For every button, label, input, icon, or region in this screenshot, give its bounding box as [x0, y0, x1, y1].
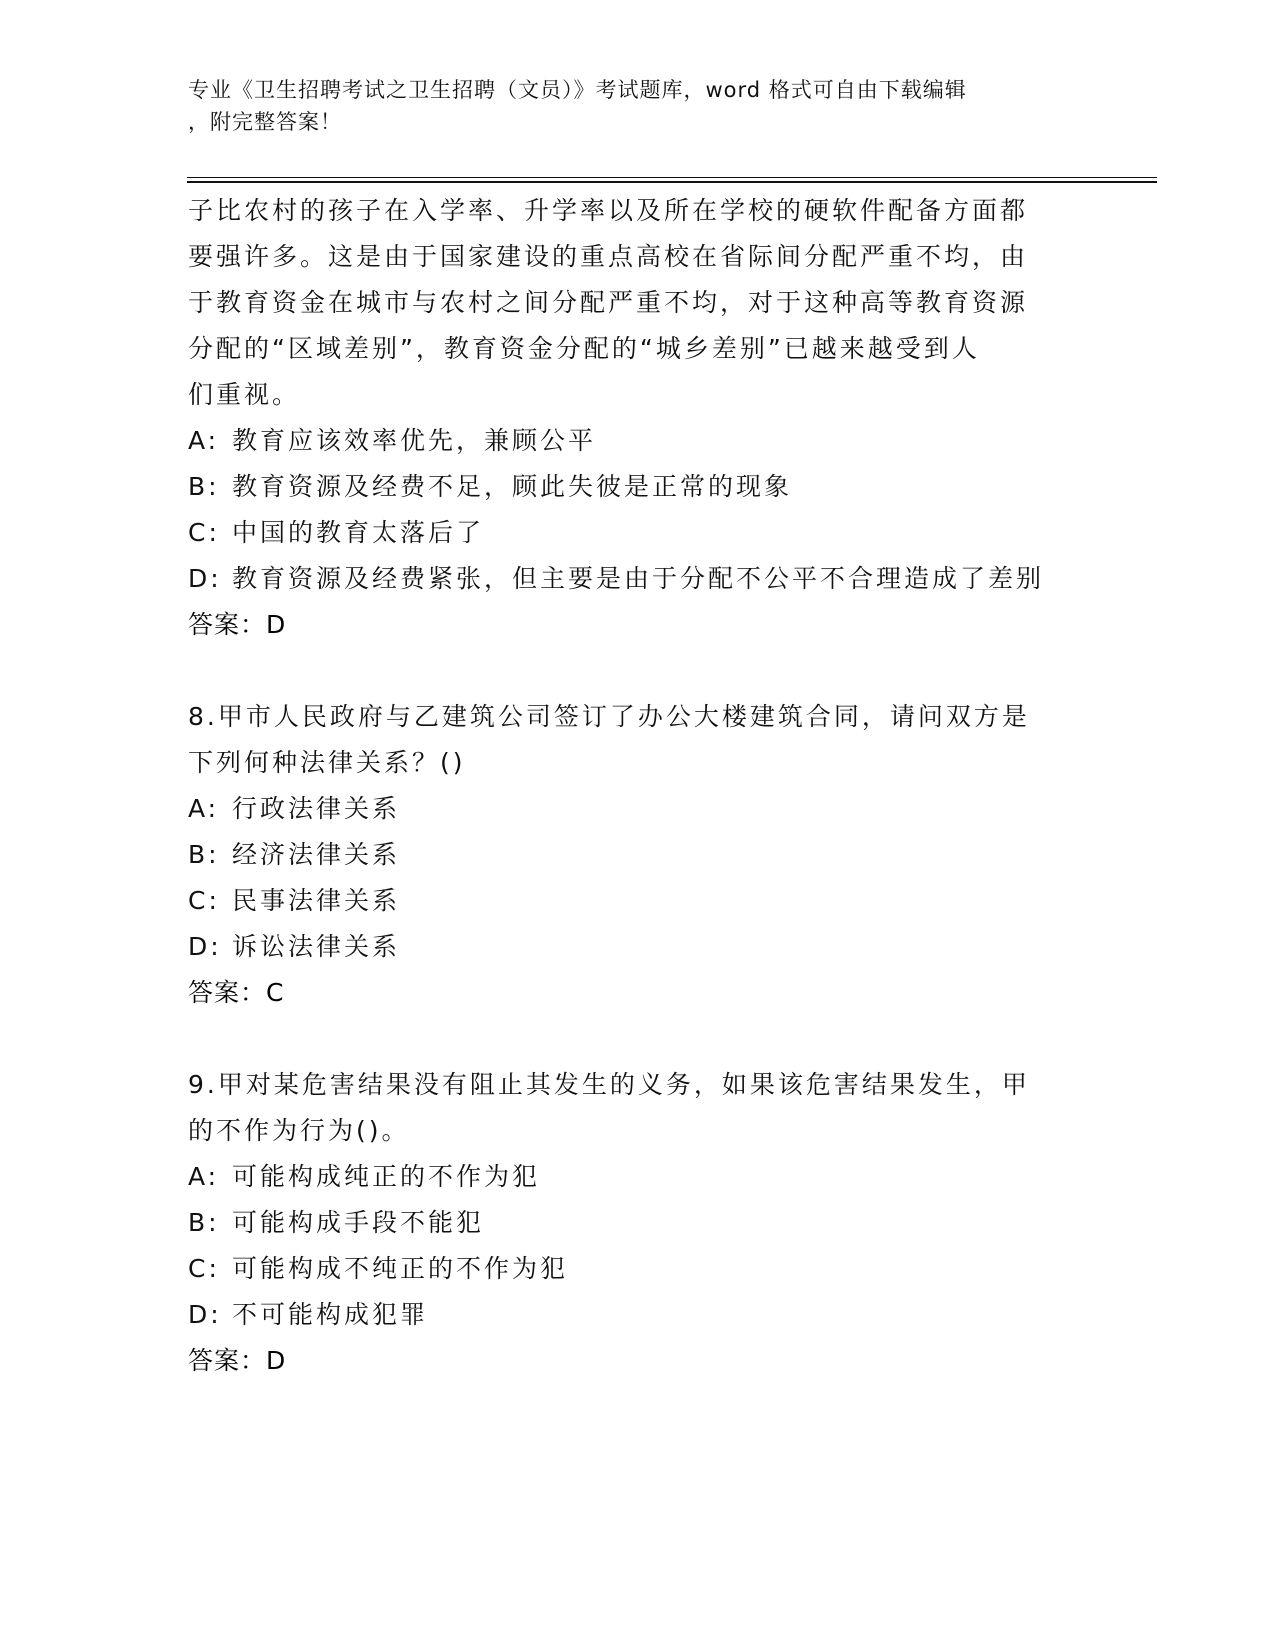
answer-label: 答案：D — [188, 1346, 287, 1375]
option-text: 诉讼法律关系 — [232, 932, 401, 961]
option-key: B: — [188, 1208, 220, 1237]
option-text: 可能构成纯正的不作为犯 — [232, 1162, 541, 1191]
option-key: A: — [188, 426, 220, 455]
option-text: 教育资源及经费不足，顾此失彼是正常的现象 — [232, 472, 793, 501]
option-text: 可能构成不纯正的不作为犯 — [232, 1254, 569, 1283]
option-a — [188, 418, 1088, 464]
question-stem-line: 分配的“区域差别”，教育资金分配的“城乡差别”已越来越受到人 — [188, 334, 980, 363]
question-stem-line: 要强许多。这是由于国家建设的重点高校在省际间分配严重不均，由 — [188, 242, 1029, 271]
option-text: 民事法律关系 — [232, 886, 401, 915]
option-text: 教育应该效率优先，兼顾公平 — [232, 426, 597, 455]
option-key: C: — [188, 1254, 220, 1283]
question-spacer — [188, 648, 1088, 694]
question-stem-line: 9.甲对某危害结果没有阻止其发生的义务，如果该危害结果发生，甲 — [188, 1070, 1030, 1099]
question-stem-line: 们重视。 — [188, 380, 301, 409]
question-stem-line: 下列何种法律关系？() — [188, 748, 466, 777]
question-stem-line: 8.甲市人民政府与乙建筑公司签订了办公大楼建筑合同，请问双方是 — [188, 702, 1030, 731]
option-c — [188, 878, 1088, 924]
option-key: B: — [188, 840, 220, 869]
header-rule-thick — [187, 181, 1157, 183]
question-spacer — [188, 1016, 1088, 1062]
question-stem-line: 的不作为行为()。 — [188, 1116, 410, 1145]
option-key: D: — [188, 1300, 222, 1329]
question-9 — [188, 1062, 1088, 1384]
question-8 — [188, 694, 1088, 1016]
option-text: 不可能构成犯罪 — [232, 1300, 429, 1329]
option-a — [188, 786, 1088, 832]
option-key: D: — [188, 564, 222, 593]
question-7 — [188, 188, 1088, 648]
option-key: D: — [188, 932, 222, 961]
question-stem-line: 于教育资金在城市与农村之间分配严重不均，对于这种高等教育资源 — [188, 288, 1029, 317]
header-line-1: 专业《卫生招聘考试之卫生招聘（文员）》考试题库，word 格式可自由下载编辑 — [188, 78, 967, 102]
option-text: 可能构成手段不能犯 — [232, 1208, 485, 1237]
answer-label: 答案：D — [188, 610, 287, 639]
option-key: C: — [188, 518, 220, 547]
question-stem-line: 子比农村的孩子在入学率、升学率以及所在学校的硬软件配备方面都 — [188, 196, 1029, 225]
option-text: 教育资源及经费紧张，但主要是由于分配不公平不合理造成了差别 — [232, 564, 1045, 593]
question-content — [188, 188, 1088, 1384]
option-text: 行政法律关系 — [232, 794, 401, 823]
option-text: 经济法律关系 — [232, 840, 401, 869]
answer-label: 答案：C — [188, 978, 285, 1007]
option-c — [188, 1246, 1088, 1292]
option-b — [188, 832, 1088, 878]
option-d — [188, 556, 1088, 602]
header-line-2: ，附完整答案！ — [188, 110, 342, 134]
option-key: C: — [188, 886, 220, 915]
option-text: 中国的教育太落后了 — [232, 518, 485, 547]
option-d — [188, 1292, 1088, 1338]
header-rule-thin — [187, 177, 1157, 178]
option-key: A: — [188, 1162, 220, 1191]
option-d — [188, 924, 1088, 970]
option-a — [188, 1154, 1088, 1200]
option-c — [188, 510, 1088, 556]
option-b — [188, 1200, 1088, 1246]
page-header — [188, 74, 1068, 138]
option-key: B: — [188, 472, 220, 501]
option-b — [188, 464, 1088, 510]
option-key: A: — [188, 794, 220, 823]
